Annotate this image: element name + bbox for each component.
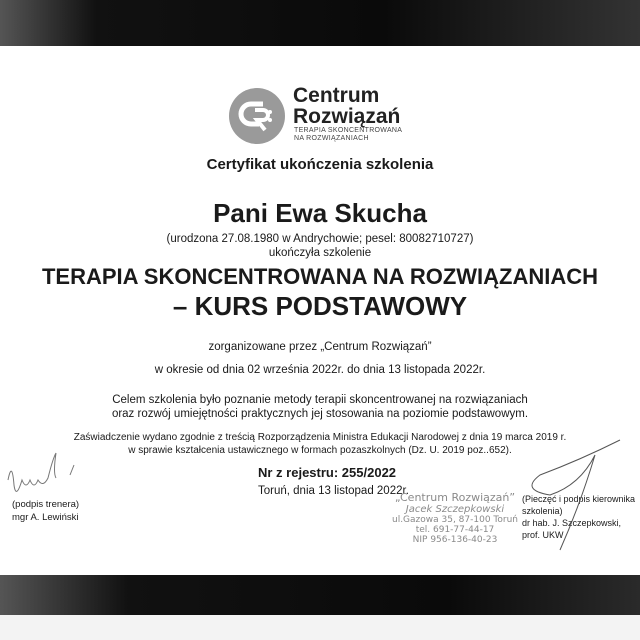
organizer: zorganizowane przez „Centrum Rozwiązań”	[208, 341, 432, 353]
trainer-name: mgr A. Lewiński	[12, 512, 79, 523]
director-signature	[520, 435, 630, 555]
logo-sub2: NA ROZWIĄZANIACH	[294, 135, 369, 142]
course-title-line2: – KURS PODSTAWOWY	[172, 291, 468, 321]
period: w okresie od dnia 02 września 2022r. do dnia 13 listopada 2022r.	[154, 364, 486, 376]
director-name: dr hab. J. Szczepkowski, prof. UKW	[522, 518, 622, 540]
stamp-line5: NIP 956-136-40-23	[412, 535, 498, 545]
completed-text: ukończyła szkolenie	[268, 247, 372, 259]
certificate-heading: Certyfikat ukończenia szkolenia	[206, 156, 434, 173]
stamp-line4: tel. 691-77-44-17	[415, 525, 495, 535]
legal-line1: Zaświadczenie wydano zgodnie z treścią Rozporządzenia Ministra Edukacji Narodowej z dnia 19 marca 2019 r.	[73, 432, 567, 443]
scan-margin	[0, 615, 640, 640]
stamp-line1: „Centrum Rozwiązań”	[394, 491, 516, 504]
trainer-label: (podpis trenera)	[12, 499, 80, 510]
course-title-line1: TERAPIA SKONCENTROWANA NA ROZWIĄZANIACH	[41, 264, 599, 289]
scan-border-top	[0, 0, 640, 46]
registry-number: Nr z rejestru: 255/2022	[258, 465, 397, 480]
stamp	[380, 491, 530, 545]
scan-border-bottom	[0, 575, 640, 615]
logo-line1: Centrum	[293, 84, 380, 107]
goal-line2: oraz rozwój umiejętności praktycznych jej stosowania na poziomie podstawowym.	[111, 408, 529, 420]
place-date: Toruń, dnia 13 listopad 2022r.	[258, 485, 409, 497]
goal-line1: Celem szkolenia było poznanie metody terapii skoncentrowanej na rozwiązaniach	[112, 394, 528, 406]
birth-info: (urodzona 27.08.1980 w Andrychowie; pesel: 80082710727)	[166, 233, 474, 245]
stamp-line2: Jacek Szczepkowski	[405, 504, 505, 515]
logo-line2: Rozwiązań	[293, 105, 401, 128]
director-label: (Pieczęć i podpis kierownika szkolenia)	[522, 494, 636, 516]
stamp-line3: ul.Gazowa 35, 87-100 Toruń	[391, 515, 519, 525]
recipient-name: Pani Ewa Skucha	[213, 198, 427, 228]
logo-icon	[229, 88, 285, 144]
legal-line2: w sprawie kształcenia ustawicznego w formach pozaszkolnych (Dz. U. 2019 poz..652).	[128, 445, 512, 456]
logo-sub1: TERAPIA SKONCENTROWANA	[294, 127, 403, 134]
